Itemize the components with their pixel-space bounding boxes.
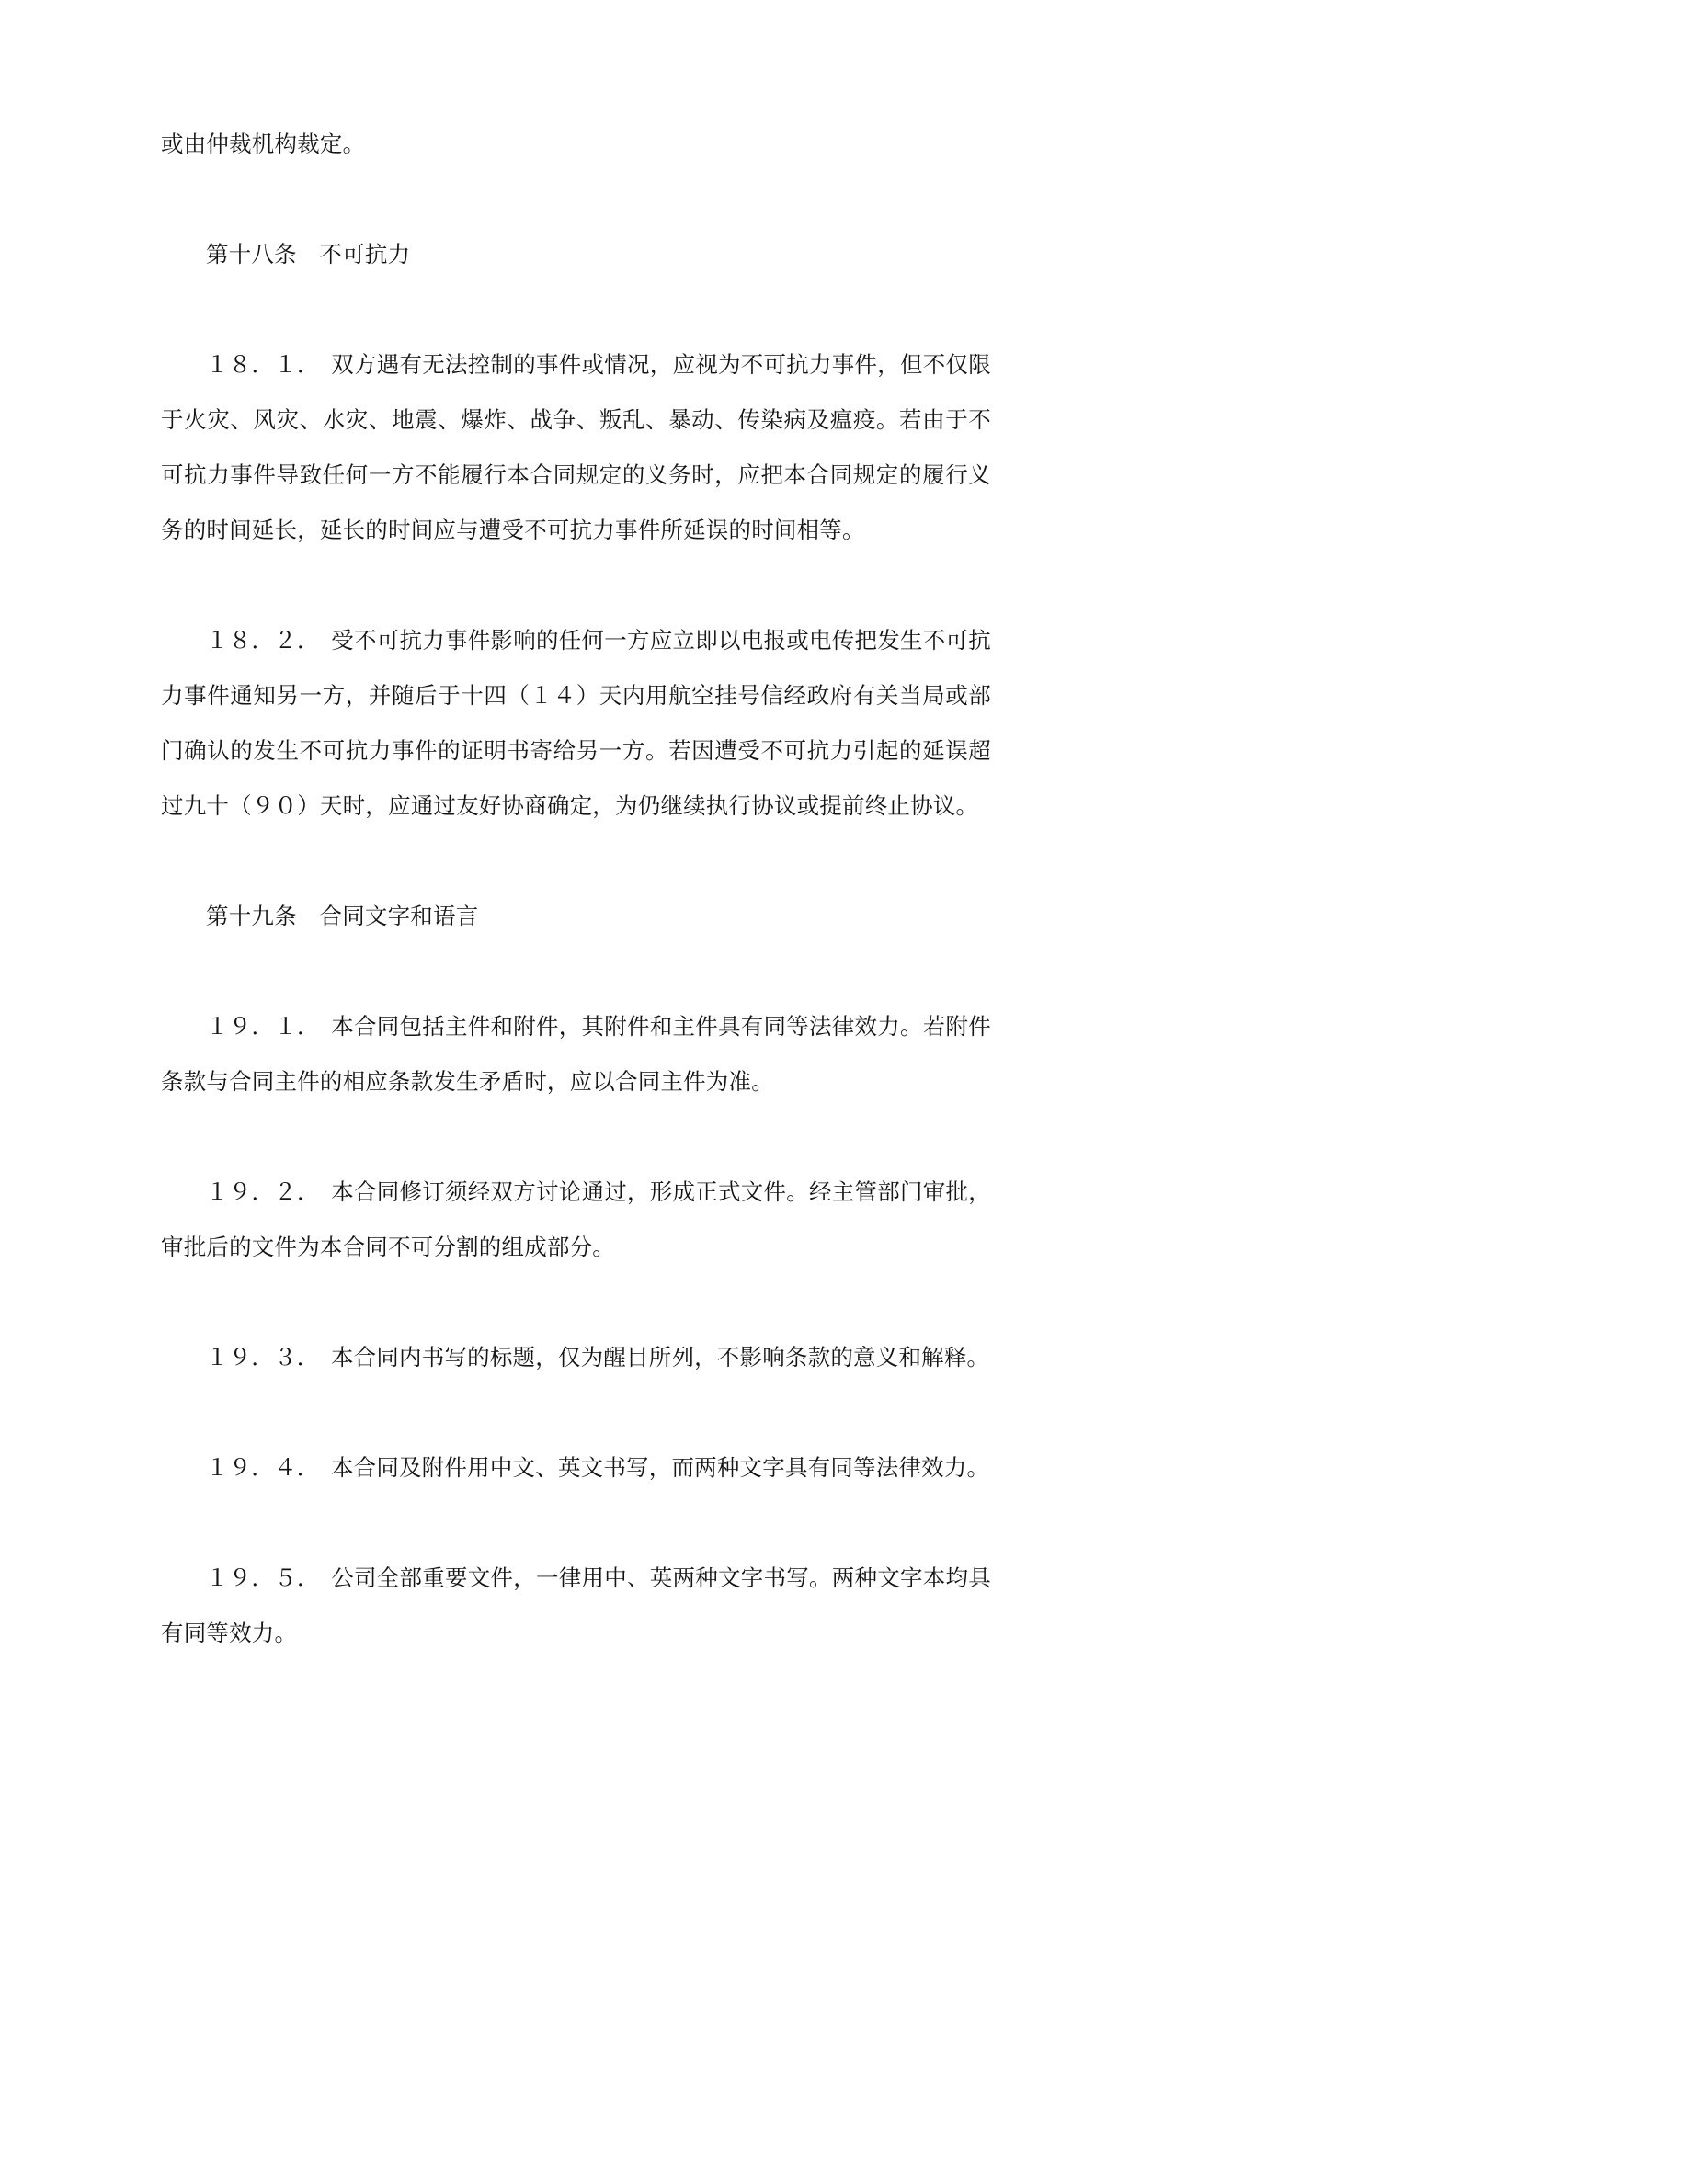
clause-19-4: １９．４． 本合同及附件用中文、英文书写，而两种文字具有同等法律效力。 bbox=[206, 1456, 990, 1481]
clause-19-5: １９．５． 公司全部重要文件，一律用中、英两种文字书写。两种文字本均具有同等效力。 bbox=[161, 1566, 991, 1646]
clause-19-2: １９．２． 本合同修订须经双方讨论通过，形成正式文件。经主管部门审批，审批后的文件为本合同不可分割的组成部分。 bbox=[161, 1180, 991, 1260]
paragraph-continuation: 或由仲裁机构裁定。 bbox=[161, 132, 366, 157]
clause-19-3: １９．３． 本合同内书写的标题，仅为醒目所列，不影响条款的意义和解释。 bbox=[206, 1346, 990, 1371]
article-19-heading: 第十九条 合同文字和语言 bbox=[206, 904, 479, 929]
article-18-heading: 第十八条 不可抗力 bbox=[206, 243, 411, 267]
clause-19-1: １９．１． 本合同包括主件和附件，其附件和主件具有同等法律效力。若附件条款与合同主件的相应条款发生矛盾时，应以合同主件为准。 bbox=[161, 1015, 991, 1095]
clause-18-2: １８．２． 受不可抗力事件影响的任何一方应立即以电报或电传把发生不可抗力事件通知另一方，并随后于十四（１４）天内用航空挂号信经政府有关当局或部门确认的发生不可抗力事件的证明书寄给另一方。若因遭受不可抗力引起的延误超过九十（９０）天时，应通过友好协商确定，为仍继续执行协议或提前终止协议。 bbox=[161, 629, 991, 819]
clause-18-1: １８．１． 双方遇有无法控制的事件或情况，应视为不可抗力事件，但不仅限于火灾、风灾、水灾、地震、爆炸、战争、叛乱、暴动、传染病及瘟疫。若由于不可抗力事件导致任何一方不能履行本合同规定的义务时，应把本合同规定的履行义务的时间延长，延长的时间应与遭受不可抗力事件所延误的时间相等。 bbox=[161, 353, 991, 543]
